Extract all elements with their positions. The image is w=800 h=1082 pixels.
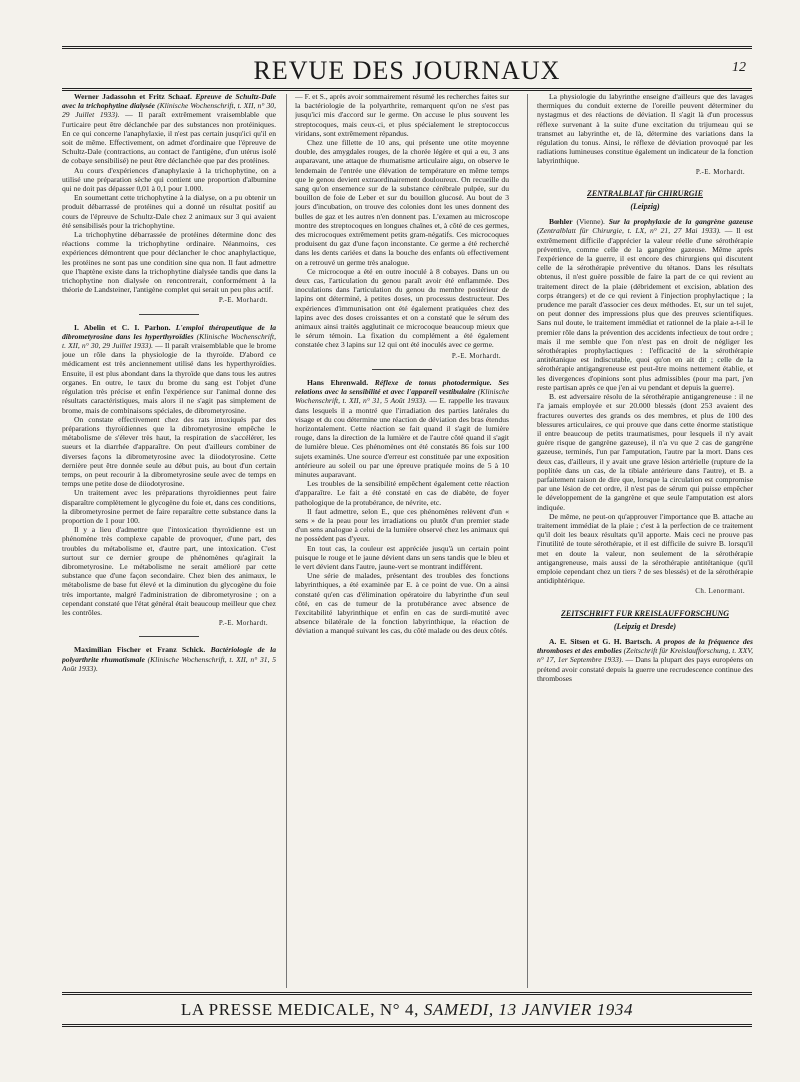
page-number: 12 <box>732 60 746 75</box>
journal-heading: ZEITSCHRIFT FUR KREISLAUFFORSCHUNG <box>560 608 730 618</box>
article-reference: (Klinische Wochenschrift, t. XII, n° 30, 29 Juillet 1933). <box>62 331 276 351</box>
column-2 <box>295 92 509 990</box>
article-authors: Werner Jadassohn et Fritz Schaaf. <box>74 92 192 101</box>
paragraph: — Dans la plupart des pays européens on prétend avoir constaté depuis la guerre une recrudescence continue des thromboses <box>537 655 753 683</box>
paragraph: — E. rappelle les travaux dans lesquels il a montré que l'irradiation des parties latérales du visage et du cou détermine une réaction de déviation des bras étendus horizontalement. Cette réaction se fait quand il s'agit de lumière rouge, dans la direction de la lumière et de l'autre côté quand il s'agit de lumière bleue. Ces phénomènes ont été constatés 86 fois sur 100 sujets examinés. Une source d'erreur est constituée par une exposition antérieure au soleil ou par une épreuve pratiquée moins de 5 à 10 minutes auparavant. <box>295 396 509 479</box>
top-rule <box>62 46 752 49</box>
article-place: (Vienne). <box>576 217 605 227</box>
article-reference: (Klinische Wochenschrift, t. XII, n° 30, 29 Juillet 1933). <box>62 101 276 120</box>
article-reference: (Zentralblatt für Chirurgie, t. LX, n° 21, 27 Mai 1933). <box>537 226 721 236</box>
column-separator <box>527 94 528 988</box>
footer-date: SAMEDI, 13 JANVIER 1934 <box>423 1000 634 1019</box>
article-reference: (Klinische Wochenschrift, t. XII, n° 31, 5 Août 1933). <box>295 387 509 406</box>
header-rule <box>62 88 752 91</box>
divider <box>139 314 199 315</box>
column-separator <box>286 94 287 988</box>
article-title: Bactériologie de la polyarthrite rhumatismale <box>62 645 276 664</box>
paragraph: Un traitement avec les préparations thyroïdiennes peut faire disparaître complètement le glycogène du foie et, dans ces conditions, la dibrometyrosine permet de faire reparaître cette substance dans la proportion de 1 pour 100. <box>62 488 276 525</box>
paragraph: Chez une fillette de 10 ans, qui présente une otite moyenne double, des amygdales rouges, de la chorée légère et qui a eu, 3 ans auparavant, une attaque de rhumatisme articulaire aigu, on observe le lendemain de l'entrée une élévation de température en même temps que le genou devient extraordinairement douloureux. On recueille du sang qu'on ensemence sur de la substance cérébrale pulpée, sur du bouillon de foie de Leber et sur du bouillon glucosé. Au bout de 3 jours d'incubation, on trouve des colonies dont les unes donnent des bulles de gaz et les autres n'en donnent pas. L'examen au microscope montre des streptocoques en longues chaînes et, à côté de ces germes, des microcoques extrêmement petits gram-négatifs. Ces microcoques produisent du gaz d'une façon inconstante. Ce germe a été recherché dans les dents cariées et dans la bouche des enfants où effectivement on a retrouvé un germe très analogue. <box>295 138 509 267</box>
paragraph: Il y a lieu d'admettre que l'intoxication thyroïdienne est un phénomène très complexe capable de provoquer, d'une part, des troubles du métabolisme et, d'autre part, une intoxication. C'est surtout sur ce dernier groupe de phénomènes qu'agirait la dibrometyrosine. Le métabolisme ne serait amélioré par cette substance que d'une façon secondaire. Chez bien des animaux, le métabolisme de base fut élevé et la diminution du glycogène du foie très importante, malgré l'administration de dibrometyrosine ; on a cependant constaté que l'état général était beaucoup meilleur que chez les contrôles. <box>62 525 276 617</box>
article-polyarthrite <box>62 645 276 673</box>
article-title: Réflexe de tonus photodermique. Ses relations avec la sensibilité et avec l'appareil vestibulaire <box>295 377 509 397</box>
article-reflexe-tonus <box>295 378 509 636</box>
divider <box>139 636 199 637</box>
page-title: REVUE DES JOURNAUX <box>253 56 561 85</box>
article-title: L'emploi thérapeutique de la dibrometyrosine dans les hyperthyroïdies <box>62 322 276 341</box>
footer <box>62 994 752 1022</box>
article-authors: I. Abelin et C. I. Parhon. <box>74 322 171 332</box>
article-reflexe-tonus-continued <box>537 92 753 177</box>
article-title: Epreuve de Schultz-Dale avec la trichophytine dialysée <box>62 92 276 111</box>
paragraph: Il faut admettre, selon E., que ces phénomènes relèvent d'un « sens » de la peau pour les irradiations ou plutôt d'un premier stade d'un sens analogue à celui de la lumière observé chez les animaux qui ne possèdent pas d'yeux. <box>295 506 509 544</box>
article-polyarthrite-continued <box>295 92 509 361</box>
footer-publication: LA PRESSE MEDICALE, <box>180 1000 376 1019</box>
paragraph: Une série de malades, présentant des troubles des fonctions labyrinthiques, a été examinée par E. à ce point de vue. On a ainsi constaté qu'en cas d'élimination opératoire du labyrinthe d'un seul côté, en cas de tumeur de la protubérance avec absence de l'excitabilité labyrinthique et enfin en cas de surdi-mutité avec absence bilatérale de la fonction labyrinthique, la réaction de déviation a manqué suivant les cas, du côté malade ou des deux côtés. <box>295 571 509 636</box>
bottom-rule <box>62 1024 752 1027</box>
article-authors: A. E. Sitsen et G. H. Bartsch. <box>549 636 653 646</box>
signature: P.-E. Morhardt. <box>451 351 501 360</box>
signature: P.-E. Morhardt. <box>218 296 268 305</box>
paragraph: De même, ne peut-on qu'approuver l'importance que B. attache au traitement immédiat de la plaie ; c'est à la perfection de ce traitement qu'il doit les beaux résultats qu'il apporte. Mais ceci ne prouve pas l'inutilité de toute sérothérapie, et il est difficile de suivre B. lorsqu'il met en doute la valeur, non seulement de la sérothérapie antigangreneuse, mais aussi de la sérothérapie antitétanique (qu'il emploie cependant chez un tiers ? de ses blessés) et de la sérothérapie antidiphtérique. <box>537 511 753 586</box>
article-title: A propos de la fréquence des thromboses et des embolies <box>537 636 753 656</box>
article-authors: Bœhler <box>549 217 573 227</box>
article-thromboses <box>537 637 753 683</box>
article-gangrene-gazeuse <box>537 217 753 596</box>
journal-heading: ZENTRALBLAT für CHIRURGIE <box>586 188 704 198</box>
journal-city: (Leipzig) <box>630 202 660 212</box>
column-3 <box>537 92 753 990</box>
paragraph: La trichophytine débarrassée de protéines détermine donc des réactions comme la trichophytine ordinaire. Néanmoins, ces expériences démontrent que pour déclancher le choc anaphylactique, les protéines ne sont pas une condition sine qua non. Il faut admettre que l'haptène existe dans la trichophytine dialysée tandis que dans la trichophytine non dialysée on rencontrerait, conformément à la théorie de Landsteiner, l'antigène complet qui serait un peu plus actif. <box>62 230 276 295</box>
article-reference: (Klinische Wochenschrift, t. XII, n° 31, 5 Août 1933). <box>62 654 276 673</box>
paragraph: — Il paraît vraisemblable que le brome joue un rôle dans la physiologie de la thyroïde. D'abord ce médicament est très anciennement utilisé dans les hyperthyroïdies. Ensuite, il est plus abondant dans la thyroïde que dans tous les autres organes. En outre, le taux du brome du sang est l'objet d'une régulation très précise et enfin l'expérience sur l'animal donne des résultats caractéristiques, mais alors il ne s'agit pas simplement de brome, mais de combinaisons spéciales, de dibrometyrosine. <box>62 341 276 415</box>
paragraph: B. est adversaire résolu de la sérothérapie antigangreneuse : il ne l'a jamais employée et sur 20.000 blessés (dont 253 avaient des fractures ouvertes des grands os des membres, et plus de 100 des blessures articulaires, ce qui prouve que dans cette énorme statistique il entre beaucoup de petits traumatismes, pour lesquels il n'y avait guère risque de gangrène gazeuse), il n'a vu que 2 cas de gangrène gazeuse, terminés, l'un par l'amputation, l'autre par la mort. Dans ces deux cas, d'ailleurs, il y avait une grave lésion artérielle (rupture de la poplitée dans un cas, de la tibiale antérieure dans l'autre), et B. a parfaitement raison de dire que, lorsque la circulation est compromise par une lésion de cet ordre, il n'est pas de sérum qui puisse empêcher le développement de la gangrène et que seule l'amputation est alors indiquée. <box>537 392 753 512</box>
paragraph: Au cours d'expériences d'anaphylaxie à la trichophytine, on a utilisé une préparation sèche qui contient une proportion d'albumine qui ne doit pas dépasser 0,01 à 0,1 pour 1.000. <box>62 165 276 194</box>
article-authors: Hans Ehrenwald. <box>307 377 369 387</box>
paragraph: La physiologie du labyrinthe enseigne d'ailleurs que des lavages thermiques du conduit externe de l'oreille peuvent déterminer du nystagmus et des réactions de déviation. Il s'agit là d'un processus réflexe survenant à la suite d'une excitation du trijumeau qui se transmet au labyrinthe et, de là, détermine des variations dans la régulation du tonus. Ainsi, le réflexe de déviation provoqué par les radiations lumineuses constitue également un indicateur de la fonction labyrinthique. <box>537 92 753 166</box>
column-1 <box>62 92 276 990</box>
masthead <box>62 50 752 90</box>
footer-issue: N° 4, <box>379 1000 419 1019</box>
journal-city: (Leipzig et Dresde) <box>613 621 677 631</box>
paragraph: En tout cas, la couleur est appréciée jusqu'à un certain point puisque le rouge et le jaune dévient dans un sens tandis que le bleu et le vert dévient dans l'autre, jaune-vert se montrant indifférent. <box>295 543 509 571</box>
divider <box>372 369 432 370</box>
signature: Ch. Lenormant. <box>695 587 745 596</box>
paragraph: — Il est extrêmement difficile d'apprécier la valeur réelle d'une sérothérapie préventive, comme celle de la gangrène gazeuse. Même après l'expérience de la guerre, il est encore des chirurgiens qui discutent celle de la sérothérapie préventive du tétanos. Dans les résultats obtenus, il n'est guère possible de faire la part de ce qui revient au traitement direct de la plaie (débridement et excision, ablation des corps étrangers) et de ce qui revient à l'injection prophylactique ; la prudence me paraît d'associer ces deux méthodes. Et, sur un tel sujet, on peut donner des impressions plus que des preuves scientifiques. Sans nul doute, le traitement immédiat et rationnel de la plaie a-t-il le premier rôle dans la prévention des accidents infectieux de tout ordre ; mais il me semble que l'on n'est pas en droit de négliger les sérothérapies prophylactiques : l'efficacité de la sérothérapie antitétanique est indiscutable, quoi qu'on en ait dit ; celle de la sérothérapie antigangreneuse est peut-être moins nettement établie, et les divergences d'opinions sont plus admissibles (pour ma part, j'en reste partisan après ce que j'en ai vu pendant et depuis la guerre). <box>537 226 753 392</box>
article-reference: (Zeitschrift für Kreislaufforschung, t. XXV, n° 17, 1er Septembre 1933). <box>537 646 753 665</box>
article-title: Sur la prophylaxie de la gangrène gazeuse <box>608 217 753 227</box>
paragraph: En soumettant cette trichophytine à la dialyse, on a pu obtenir un produit débarrassé de protéines qui a donné un résultat positif au cours de l'épreuve de Schultz-Dale chez 2 animaux sur 3 qui avaient été sensibilisés pour la trichophytine. <box>62 193 276 230</box>
article-schultz-dale <box>62 92 276 306</box>
signature: P.-E. Morhardt. <box>218 619 268 628</box>
paragraph: On constate effectivement chez des rats intoxiqués par des préparations thyroïdiennes que la dibrometyrosine empêche le métabolisme de s'élever très haut, la respiration de s'accélérer, les sueurs et la diarrhée d'apparaître. On peut d'ailleurs combiner de diverses façons la dibrometyrosine avec la diiodotyrosine. Cette dernière peut être donnée seule au début puis, au bout d'un certain temps, on peut recourir à la dibrometyrosine seule avec de temps en temps une petite dose de diiodotyrosine. <box>62 414 276 489</box>
paragraph: — F. et S., après avoir sommairement résumé les recherches faites sur la bactériologie de la polyarthrite, remarquent qu'on ne s'est pas jusqu'ici mis d'accord sur le germe. On accuse le plus souvent les streptocoques, mais ceux-ci, et plus spécialement le streptococcus viridans, sont extrêmement répandus. <box>295 92 509 138</box>
paragraph: Les troubles de la sensibilité empêchent également cette réaction d'apparaître. Le fait a été constaté en cas de diabète, de foyer pathologique de la protubérance, de névrite, etc. <box>295 479 509 507</box>
paragraph: — Il paraît extrêmement vraisemblable que l'urticaire peut être déclanchée par des substances non protéiniques. En ce qui concerne l'anaphylaxie, il n'est pas certain jusqu'ici qu'il en soit de même. Effectivement, on admet d'ordinaire que l'épreuve de Schultz-Dale (contractions, au contact de l'antigène, d'un utérus isolé de cobaye sensibilisé) ne peut être déclanchée que par des protéines. <box>62 110 276 166</box>
signature: P.-E. Morhardt. <box>695 167 745 176</box>
article-dibrometyrosine <box>62 323 276 629</box>
article-authors: Maximilian Fischer et Franz Schick. <box>74 645 206 655</box>
paragraph: Ce microcoque a été en outre inoculé à 8 cobayes. Dans un ou deux cas, l'articulation du genou paraît avoir été enflammée. Des inoculations dans l'articulation du genou du membre postérieur de lapins ont déterminé, à petites doses, un processus destructeur. Des expériences d'immunisation ont été également pratiquées chez des lapins avec des doses croissantes et on a constaté que le sérum des animaux ainsi traités agglutinait ce microcoque beaucoup mieux que le sérum témoin. La fixation du complément a été également constatée chez 3 lapins sur 12 qui ont été inoculés avec ce germe. <box>295 266 509 350</box>
